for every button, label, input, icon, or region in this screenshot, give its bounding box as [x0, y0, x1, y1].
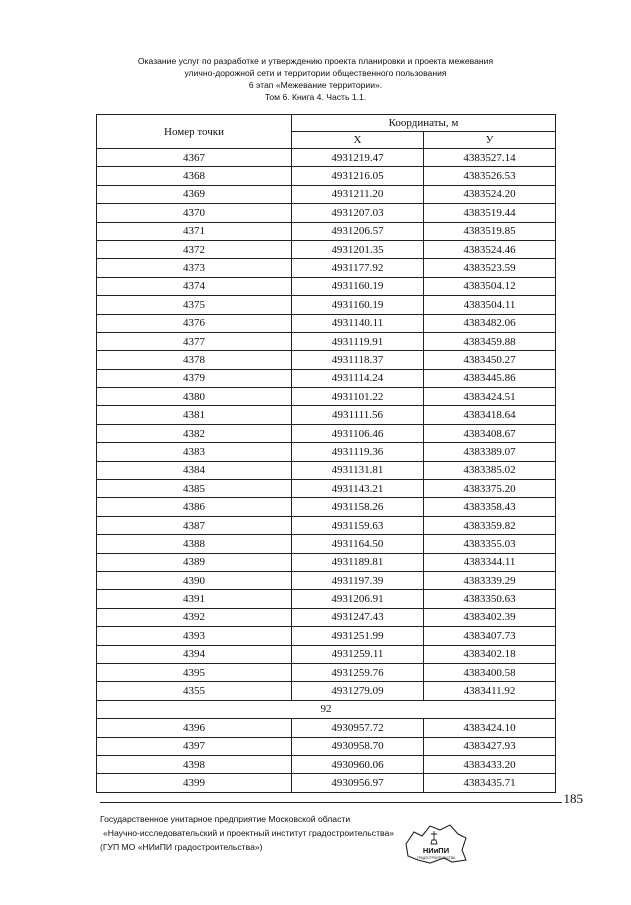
- point-number-cell: 4375: [97, 296, 292, 314]
- x-coordinate-cell: 4931259.76: [292, 663, 424, 681]
- organization-line-3: (ГУП МО «НИиПИ градостроительства»): [100, 842, 263, 852]
- point-number-cell: 4355: [97, 682, 292, 700]
- y-coordinate-cell: 4383424.10: [424, 719, 556, 737]
- y-coordinate-cell: 4383389.07: [424, 443, 556, 461]
- x-coordinate-cell: 4931114.24: [292, 369, 424, 387]
- table-row: [97, 645, 556, 663]
- table-row: [97, 663, 556, 681]
- y-coordinate-cell: 4383527.14: [424, 149, 556, 167]
- table-row: [97, 149, 556, 167]
- point-number-cell: 4396: [97, 719, 292, 737]
- table-row: [97, 277, 556, 295]
- y-coordinate-cell: 4383524.46: [424, 240, 556, 258]
- page-number: 185: [563, 791, 583, 806]
- point-number-cell: 4367: [97, 149, 292, 167]
- header-line-2: улично-дорожной сети и территории общественного пользования: [184, 68, 447, 78]
- point-number-cell: 4373: [97, 259, 292, 277]
- table-row: [97, 259, 556, 277]
- document-header: [0, 55, 631, 103]
- y-coordinate-cell: 4383459.88: [424, 332, 556, 350]
- point-number-cell: 4376: [97, 314, 292, 332]
- table-row: [97, 682, 556, 700]
- x-coordinate-cell: 4930956.97: [292, 774, 424, 792]
- x-coordinate-cell: 4931207.03: [292, 204, 424, 222]
- x-coordinate-cell: 4931160.19: [292, 296, 424, 314]
- x-coordinate-cell: 4931111.56: [292, 406, 424, 424]
- point-number-cell: 4385: [97, 480, 292, 498]
- point-number-cell: 4382: [97, 424, 292, 442]
- y-coordinate-cell: 4383418.64: [424, 406, 556, 424]
- header-line-3: 6 этап «Межевание территории».: [248, 80, 383, 90]
- y-coordinate-cell: 4383424.51: [424, 388, 556, 406]
- section-label: 92: [97, 700, 556, 718]
- point-number-cell: 4390: [97, 571, 292, 589]
- table-row: [97, 167, 556, 185]
- organization-logo: [400, 822, 470, 866]
- x-coordinate-cell: 4931101.22: [292, 388, 424, 406]
- table-row: [97, 571, 556, 589]
- y-coordinate-cell: 4383375.20: [424, 480, 556, 498]
- y-coordinate-cell: 4383402.18: [424, 645, 556, 663]
- organization-line-1: Государственное унитарное предприятие Московской области: [100, 814, 351, 824]
- table-row: [97, 406, 556, 424]
- y-coordinate-cell: 4383519.85: [424, 222, 556, 240]
- x-coordinate-cell: 4931119.91: [292, 332, 424, 350]
- x-coordinate-cell: 4931251.99: [292, 627, 424, 645]
- y-coordinate-cell: 4383427.93: [424, 737, 556, 755]
- x-coordinate-cell: 4931158.26: [292, 498, 424, 516]
- point-number-cell: 4394: [97, 645, 292, 663]
- x-coordinate-cell: 4931140.11: [292, 314, 424, 332]
- y-coordinate-cell: 4383385.02: [424, 461, 556, 479]
- point-number-cell: 4393: [97, 627, 292, 645]
- point-number-cell: 4381: [97, 406, 292, 424]
- table-row: [97, 388, 556, 406]
- x-coordinate-cell: 4930960.06: [292, 755, 424, 773]
- table-row: [97, 351, 556, 369]
- column-header-coordinates: Координаты, м: [292, 115, 556, 132]
- y-coordinate-cell: 4383407.73: [424, 627, 556, 645]
- point-number-cell: 4391: [97, 590, 292, 608]
- point-number-cell: 4383: [97, 443, 292, 461]
- x-coordinate-cell: 4931106.46: [292, 424, 424, 442]
- table-row: [97, 535, 556, 553]
- y-coordinate-cell: 4383519.44: [424, 204, 556, 222]
- x-coordinate-cell: 4931197.39: [292, 571, 424, 589]
- logo-subtext: ГРАДОСТРОИТЕЛЬСТВА: [417, 856, 455, 860]
- x-coordinate-cell: 4931201.35: [292, 240, 424, 258]
- table-row: [97, 590, 556, 608]
- point-number-cell: 4371: [97, 222, 292, 240]
- y-coordinate-cell: 4383433.20: [424, 755, 556, 773]
- table-row: [97, 240, 556, 258]
- table-row: [97, 737, 556, 755]
- y-coordinate-cell: 4383504.11: [424, 296, 556, 314]
- y-coordinate-cell: 4383402.39: [424, 608, 556, 626]
- y-coordinate-cell: 4383445.86: [424, 369, 556, 387]
- x-coordinate-cell: 4931164.50: [292, 535, 424, 553]
- point-number-cell: 4378: [97, 351, 292, 369]
- table-row: [97, 608, 556, 626]
- table-row: [97, 424, 556, 442]
- point-number-cell: 4377: [97, 332, 292, 350]
- point-number-cell: 4380: [97, 388, 292, 406]
- y-coordinate-cell: 4383339.29: [424, 571, 556, 589]
- table-row: [97, 774, 556, 792]
- table-row: [97, 332, 556, 350]
- point-number-cell: 4387: [97, 516, 292, 534]
- y-coordinate-cell: 4383355.03: [424, 535, 556, 553]
- point-number-cell: 4388: [97, 535, 292, 553]
- point-number-cell: 4392: [97, 608, 292, 626]
- x-coordinate-cell: 4931211.20: [292, 185, 424, 203]
- table-row: [97, 461, 556, 479]
- column-header-y: У: [424, 132, 556, 149]
- x-coordinate-cell: 4931177.92: [292, 259, 424, 277]
- table-row: [97, 480, 556, 498]
- point-number-cell: 4384: [97, 461, 292, 479]
- table-row: [97, 755, 556, 773]
- table-body: [97, 149, 556, 793]
- x-coordinate-cell: 4931159.63: [292, 516, 424, 534]
- x-coordinate-cell: 4931143.21: [292, 480, 424, 498]
- point-number-cell: 4386: [97, 498, 292, 516]
- x-coordinate-cell: 4931131.81: [292, 461, 424, 479]
- x-coordinate-cell: 4931279.09: [292, 682, 424, 700]
- y-coordinate-cell: 4383504.12: [424, 277, 556, 295]
- table-row: [97, 498, 556, 516]
- x-coordinate-cell: 4931118.37: [292, 351, 424, 369]
- table-row: [97, 296, 556, 314]
- table-row: [97, 627, 556, 645]
- y-coordinate-cell: 4383350.63: [424, 590, 556, 608]
- point-number-cell: 4379: [97, 369, 292, 387]
- table-row: [97, 443, 556, 461]
- logo-text: НИиПИ: [422, 846, 450, 855]
- column-header-point: Номер точки: [97, 115, 292, 149]
- column-header-x: X: [292, 132, 424, 149]
- point-number-cell: 4370: [97, 204, 292, 222]
- x-coordinate-cell: 4931219.47: [292, 149, 424, 167]
- x-coordinate-cell: 4930958.70: [292, 737, 424, 755]
- x-coordinate-cell: 4931206.57: [292, 222, 424, 240]
- y-coordinate-cell: 4383524.20: [424, 185, 556, 203]
- organization-info: [100, 812, 394, 854]
- x-coordinate-cell: 4930957.72: [292, 719, 424, 737]
- table-row: [97, 185, 556, 203]
- y-coordinate-cell: 4383408.67: [424, 424, 556, 442]
- footer-divider: [100, 802, 562, 803]
- table-row: [97, 369, 556, 387]
- table-row: [97, 222, 556, 240]
- x-coordinate-cell: 4931247.43: [292, 608, 424, 626]
- table-row: [97, 553, 556, 571]
- table-row: [97, 204, 556, 222]
- point-number-cell: 4368: [97, 167, 292, 185]
- point-number-cell: 4397: [97, 737, 292, 755]
- y-coordinate-cell: 4383359.82: [424, 516, 556, 534]
- y-coordinate-cell: 4383526.53: [424, 167, 556, 185]
- header-line-4: Том 6. Книга 4. Часть 1.1.: [264, 92, 367, 102]
- y-coordinate-cell: 4383358.43: [424, 498, 556, 516]
- point-number-cell: 4398: [97, 755, 292, 773]
- x-coordinate-cell: 4931259.11: [292, 645, 424, 663]
- header-line-1: Оказание услуг по разработке и утверждению проекта планировки и проекта межевания: [137, 56, 494, 66]
- y-coordinate-cell: 4383482.06: [424, 314, 556, 332]
- table-row: [97, 314, 556, 332]
- coordinates-table: [96, 114, 556, 793]
- x-coordinate-cell: 4931189.81: [292, 553, 424, 571]
- x-coordinate-cell: 4931206.91: [292, 590, 424, 608]
- point-number-cell: 4389: [97, 553, 292, 571]
- point-number-cell: 4395: [97, 663, 292, 681]
- point-number-cell: 4399: [97, 774, 292, 792]
- y-coordinate-cell: 4383400.58: [424, 663, 556, 681]
- y-coordinate-cell: 4383435.71: [424, 774, 556, 792]
- x-coordinate-cell: 4931160.19: [292, 277, 424, 295]
- point-number-cell: 4369: [97, 185, 292, 203]
- point-number-cell: 4374: [97, 277, 292, 295]
- y-coordinate-cell: 4383450.27: [424, 351, 556, 369]
- section-row: [97, 700, 556, 718]
- table-row: [97, 516, 556, 534]
- organization-line-2: «Научно-исследовательский и проектный институт градостроительства»: [103, 828, 395, 838]
- x-coordinate-cell: 4931119.36: [292, 443, 424, 461]
- y-coordinate-cell: 4383344.11: [424, 553, 556, 571]
- point-number-cell: 4372: [97, 240, 292, 258]
- x-coordinate-cell: 4931216.05: [292, 167, 424, 185]
- table-row: [97, 719, 556, 737]
- y-coordinate-cell: 4383523.59: [424, 259, 556, 277]
- y-coordinate-cell: 4383411.92: [424, 682, 556, 700]
